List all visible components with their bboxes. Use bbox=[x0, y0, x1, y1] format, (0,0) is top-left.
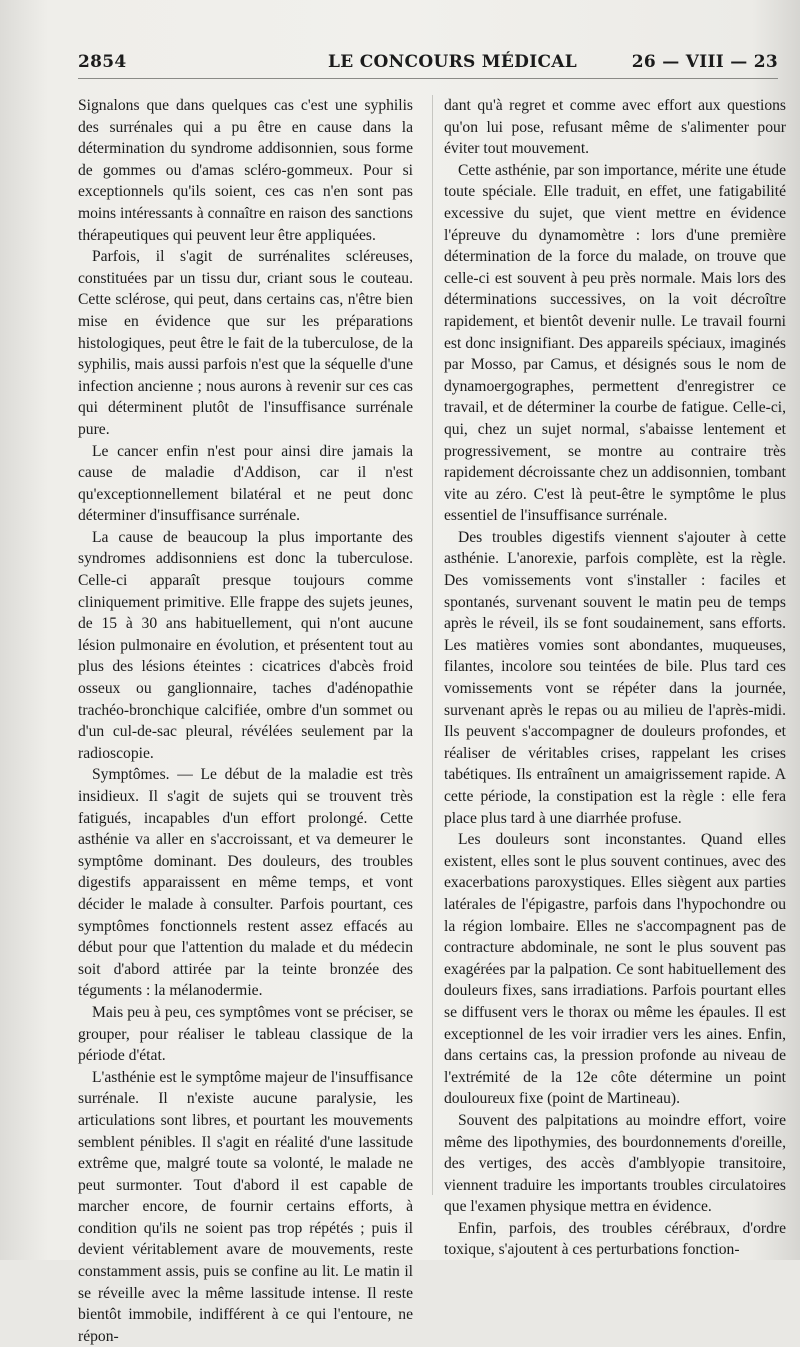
journal-title: LE CONCOURS MÉDICAL bbox=[328, 52, 578, 72]
paragraph: L'asthénie est le symptôme majeur de l'insuffisance surrénale. Il n'existe aucune paralysie, les articulations sont libres, et pourtant les mouvements semblent pénibles. Il s'agit en réalité d'une lassitude extrême que, malgré toute sa volonté, le malade ne peut surmonter. Tout d'abord il est capable de marcher encore, de fournir certains efforts, à condition qu'ils ne soient pas trop répétés ; puis il devient véritablement avare de mouvements, reste constamment assis, puis se confine au lit. Le matin il se réveille avec la même lassitude intense. Il reste bientôt immobile, indifférent à ce qui l'entoure, ne répon- bbox=[78, 1068, 413, 1345]
paragraph: Mais peu à peu, ces symptômes vont se préciser, se grouper, pour réaliser le tableau classique de la période d'état. bbox=[78, 1003, 413, 1065]
issue-date: 26 — VIII — 23 bbox=[631, 52, 778, 72]
right-column bbox=[444, 95, 786, 1261]
paragraph: La cause de beaucoup la plus importante des syndromes addisonniens est donc la tuberculose. Celle-ci apparaît presque toujours comme cliniquement primitive. Elle frappe des sujets jeunes, de 15 à 30 ans habituellement, qui n'ont aucune lésion pulmonaire en évolution, et présentent tout au plus des lésions éteintes : cicatrices d'abcès froid osseux ou ganglionnaire, taches d'adénopathie trachéo-bronchique calcifiée, ombre d'un sommet ou d'un cul-de-sac pleural, révélées seulement par la radioscopie. bbox=[78, 528, 413, 762]
paragraph: Des troubles digestifs viennent s'ajouter à cette asthénie. L'anorexie, parfois complète, est la règle. Des vomissements vont s'installer : faciles et spontanés, survenant souvent le matin peu de temps après le réveil, ils se font soudainement, sans efforts. Les matières vomies sont abondantes, muqueuses, filantes, incolore sou teintées de bile. Plus tard ces vomissements vont se répéter dans la journée, survenant après le repas ou au milieu de l'après-midi. Ils peuvent s'accompagner de douleurs profondes, et réaliser de véritables crises, rappelant les crises tabétiques. Ils entraînent un amaigrissement rapide. A cette période, la constipation est la règle : elle fera place plus tard à une diarrhée profuse. bbox=[444, 528, 786, 827]
paragraph: Parfois, il s'agit de surrénalites scléreuses, constituées par un tissu dur, criant sous le couteau. Cette sclérose, qui peut, dans certains cas, n'être bien mise en évidence que sur les préparations histologiques, peut être le fait de la tuberculose, de la syphilis, mais aussi parfois n'est que la séquelle d'une infection ancienne ; nous aurons à revenir sur ces cas qui déterminent plutôt de l'insuffisance surrénale pure. bbox=[78, 248, 413, 438]
paragraph: Cette asthénie, par son importance, mérite une étude toute spéciale. Elle traduit, en effet, une fatigabilité excessive du sujet, que vient mettre en évidence l'épreuve du dynamomètre : lors d'une première détermination de la force du malade, on trouve que celle-ci est souvent à peu près normale. Mais lors des déterminations successives, on la voit décroître rapidement, et bientôt devenir nulle. Le travail fourni est donc insignifiant. Des appareils spéciaux, imaginés par Mosso, par Camus, et désignés sous le nom de dynamoergographes, permettent d'enregistrer ce travail, et de déterminer la courbe de fatigue. Celle-ci, qui, chez un sujet normal, s'abaisse lentement et progressivement, se montre au contraire très rapidement décroissante chez un addisonnien, tombant vite au zéro. C'est là peut-être le symptôme le plus essentiel de l'insuffisance surrénale. bbox=[444, 161, 786, 525]
left-column bbox=[78, 95, 413, 1347]
paragraph: Symptômes. — Le début de la maladie est très insidieux. Il s'agit de sujets qui se trouvent très fatigués, incapables d'un effort prolongé. Cette asthénie va aller en s'accroissant, et va demeurer le symptôme dominant. Des douleurs, des troubles digestifs apparaissent en même temps, et vont décider le malade à consulter. Parfois pourtant, ces symptômes fonctionnels restent assez effacés au début pour que l'attention du malade et du médecin soit d'abord attirée par la teinte bronzée des téguments : la mélanodermie. bbox=[78, 766, 413, 1000]
paragraph: Le cancer enfin n'est pour ainsi dire jamais la cause de maladie d'Addison, car il n'est qu'exceptionnellement bilatéral et ne peut donc déterminer d'insuffisance surrénale. bbox=[78, 442, 413, 525]
paragraph: dant qu'à regret et comme avec effort aux questions qu'on lui pose, refusant même de s'alimenter pour éviter tout mouvement. bbox=[444, 97, 786, 158]
column-divider bbox=[432, 95, 433, 1195]
paragraph: Les douleurs sont inconstantes. Quand elles existent, elles sont le plus souvent continues, avec des exacerbations paroxystiques. Elles siègent aux parties latérales de l'épigastre, parfois dans l'hypochondre ou la région lombaire. Elles ne s'accompagnent pas de contracture abdominale, ne sont le plus souvent pas exagérées par la palpation. Ce sont habituellement des douleurs fixes, sans irradiations. Parfois pourtant elles se diffusent vers le thorax ou même les épaules. Il est exceptionnel de les voir irradier vers les aines. Enfin, dans certains cas, la pression profonde au niveau de l'extrémité de la 12e côte détermine un point douloureux fixe (point de Martineau). bbox=[444, 831, 786, 1108]
paragraph: Souvent des palpitations au moindre effort, voire même des lipothymies, des bourdonnements d'oreille, des vertiges, des accès d'amblyopie transitoire, viennent traduire les importants troubles circulatoires que l'examen physique mettra en évidence. bbox=[444, 1111, 786, 1216]
page-header bbox=[78, 52, 778, 76]
paragraph: Enfin, parfois, des troubles cérébraux, d'ordre toxique, s'ajoutent à ces perturbations fonction- bbox=[444, 1219, 786, 1259]
header-rule bbox=[78, 78, 778, 79]
paragraph: Signalons que dans quelques cas c'est une syphilis des surrénales qui a pu être en cause dans la détermination du syndrome addisonnien, sous forme de gommes ou d'amas scléro-gommeux. Pour si exceptionnels qu'ils soient, ces cas n'en sont pas moins intéressants à connaître en raison des sanctions thérapeutiques qui peuvent leur être appliquées. bbox=[78, 97, 413, 244]
page-number: 2854 bbox=[78, 52, 127, 72]
